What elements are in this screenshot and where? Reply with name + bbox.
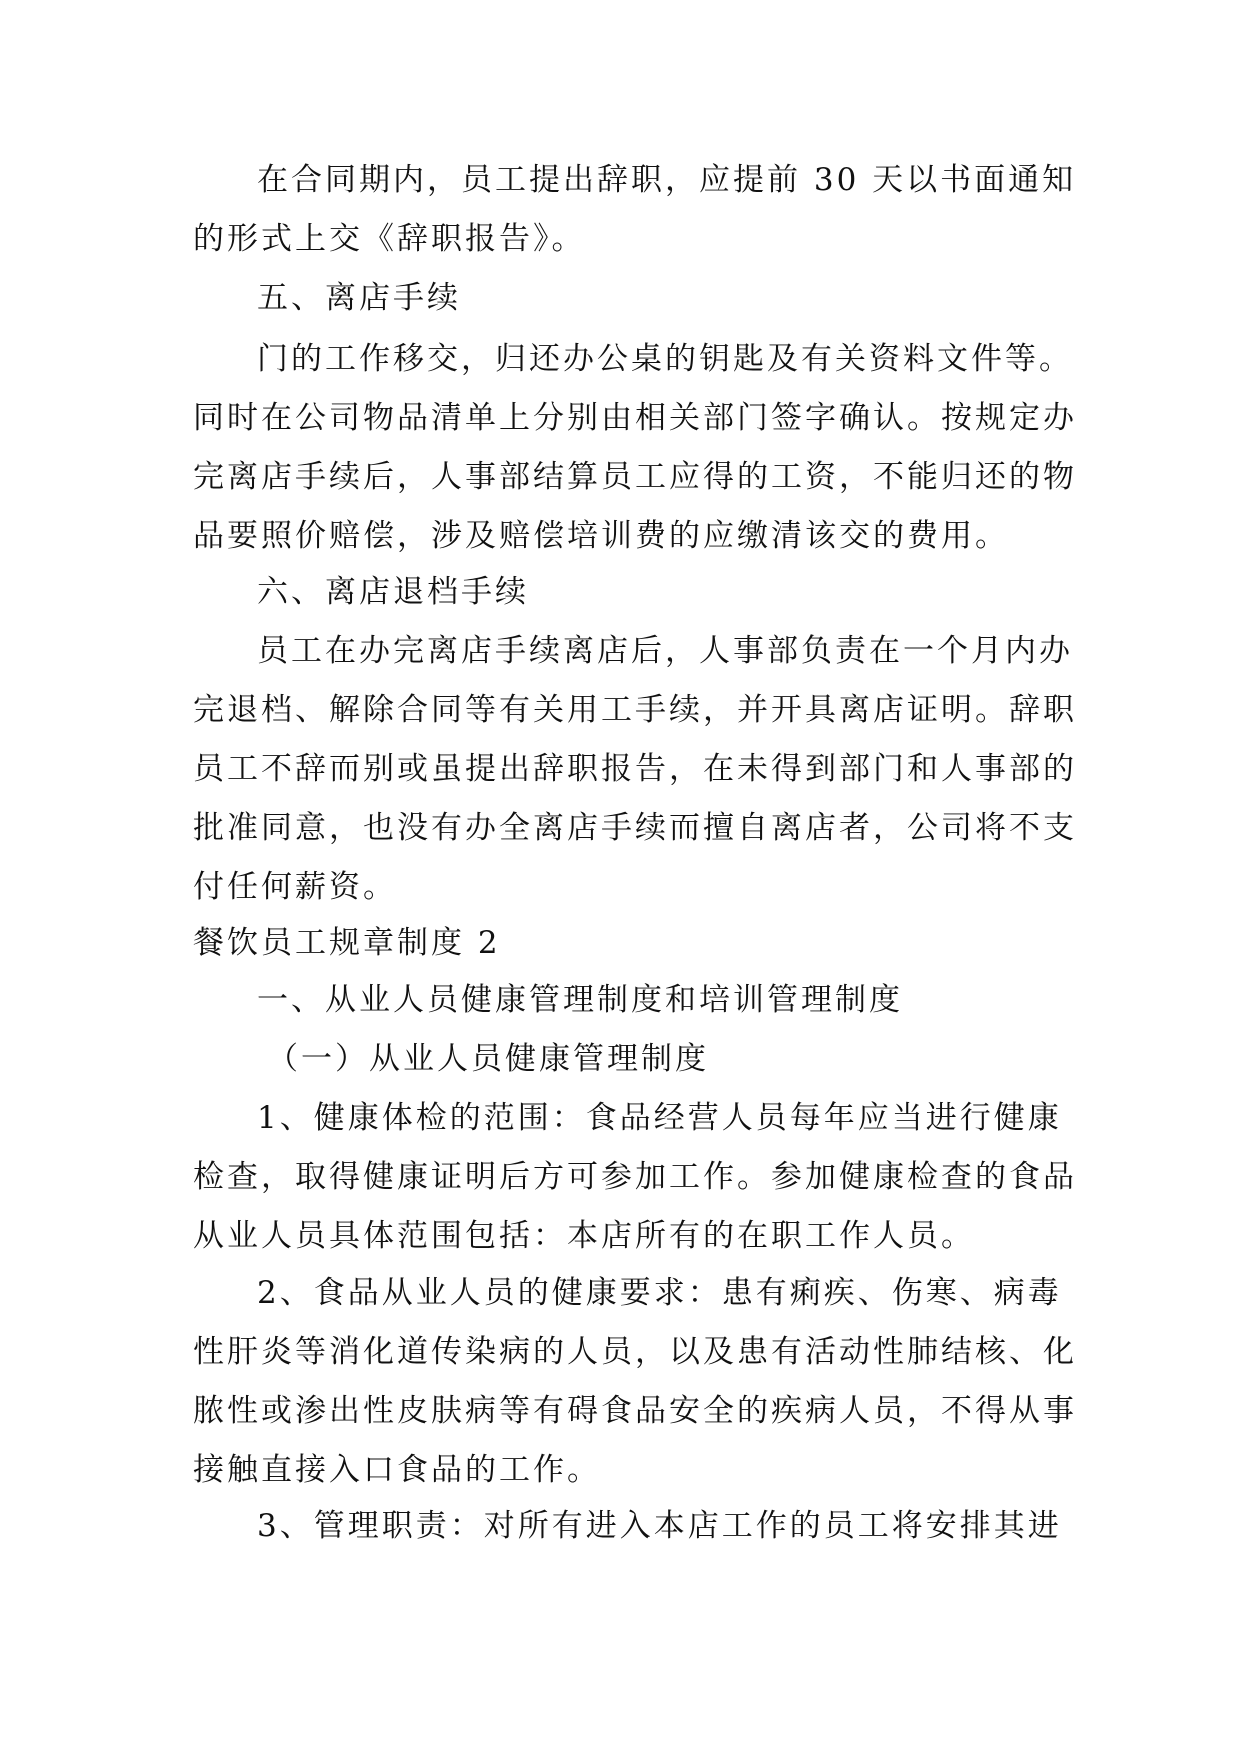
heading-text: （一）从业人员健康管理制度 xyxy=(267,1041,709,1077)
text-line: 检查，取得健康证明后方可参加工作。参加健康检查的食品 xyxy=(193,1159,1077,1195)
text-line: 脓性或渗出性皮肤病等有碍食品安全的疾病人员，不得从事 xyxy=(193,1393,1077,1429)
paragraph-leaving-procedure xyxy=(193,330,1077,566)
text-line: 品要照价赔偿，涉及赔偿培训费的应缴清该交的费用。 xyxy=(193,518,1009,554)
text-line: 2、食品从业人员的健康要求：患有痢疾、伤寒、病毒 xyxy=(257,1275,1062,1311)
text-line: 在合同期内，员工提出辞职，应提前 30 天以书面通知 xyxy=(257,162,1077,198)
text-line: 门的工作移交，归还办公桌的钥匙及有关资料文件等。 xyxy=(257,341,1073,377)
text-line: 1、健康体检的范围：食品经营人员每年应当进行健康 xyxy=(257,1100,1062,1136)
text-line: 接触直接入口食品的工作。 xyxy=(193,1452,601,1488)
section-heading-1 xyxy=(193,971,1055,1030)
paragraph-health-requirements xyxy=(193,1264,1077,1500)
heading-text: 五、离店手续 xyxy=(257,280,461,316)
text-line: 完离店手续后，人事部结算员工应得的工资，不能归还的物 xyxy=(193,459,1077,495)
paragraph-file-return xyxy=(193,622,1077,917)
text-line: 批准同意，也没有办全离店手续而擅自离店者，公司将不支 xyxy=(193,810,1077,846)
text-line: 付任何薪资。 xyxy=(193,869,397,905)
section-heading-6 xyxy=(193,563,1055,622)
paragraph-management-duties xyxy=(193,1497,1062,1556)
text-line: 同时在公司物品清单上分别由相关部门签字确认。按规定办 xyxy=(193,400,1077,436)
text-line: 3、管理职责：对所有进入本店工作的员工将安排其进 xyxy=(257,1508,1062,1544)
paragraph-health-check-scope xyxy=(193,1089,1077,1266)
text-line: 的形式上交《辞职报告》。 xyxy=(193,221,586,257)
section-heading-5 xyxy=(193,269,1055,328)
text-line: 员工不辞而别或虽提出辞职报告，在未得到部门和人事部的 xyxy=(193,751,1077,787)
paragraph-resignation-notice xyxy=(193,151,1077,269)
text-line: 完退档、解除合同等有关用工手续，并开具离店证明。辞职 xyxy=(193,692,1077,728)
document-title-2 xyxy=(193,914,1055,973)
text-line: 从业人员具体范围包括：本店所有的在职工作人员。 xyxy=(193,1218,975,1254)
text-line: 性肝炎等消化道传染病的人员，以及患有活动性肺结核、化 xyxy=(193,1334,1077,1370)
subsection-heading-1 xyxy=(193,1030,1055,1089)
heading-text: 六、离店退档手续 xyxy=(257,574,529,610)
text-line: 员工在办完离店手续离店后，人事部负责在一个月内办 xyxy=(257,633,1073,669)
heading-text: 一、从业人员健康管理制度和培训管理制度 xyxy=(257,982,903,1018)
title-text: 餐饮员工规章制度 2 xyxy=(193,925,501,961)
